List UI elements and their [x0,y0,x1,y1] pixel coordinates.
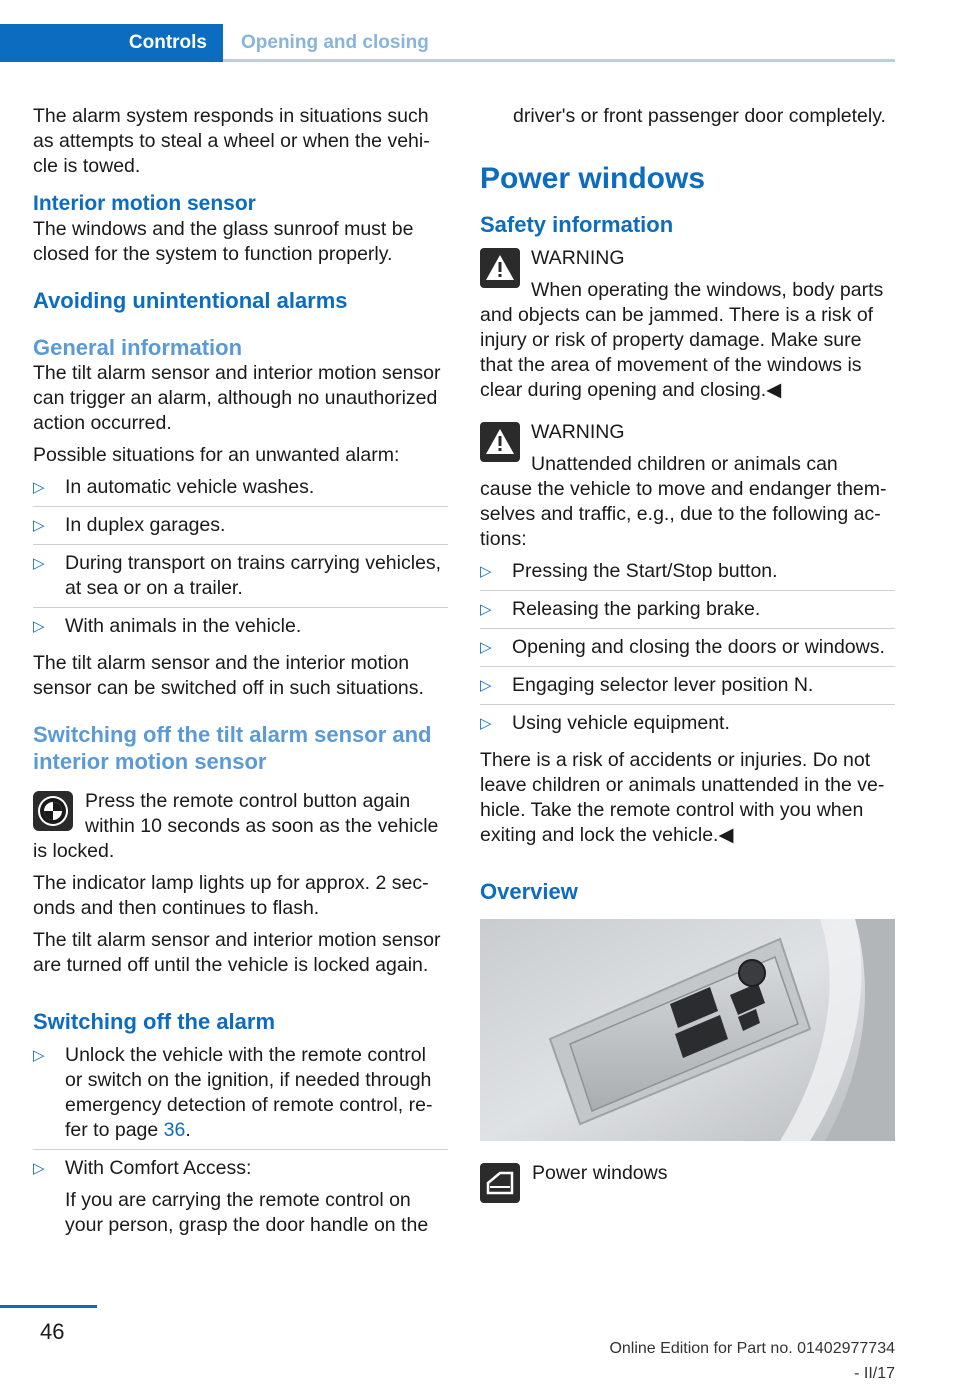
remote-press-block [33,789,448,864]
paragraph-turned-off: The tilt alarm sensor and interior motion sensor are turned off until the vehicle is locked again. [33,929,441,976]
heading-safety-information: Safety information [480,212,674,237]
bullet-triangle-icon: ▷ [33,618,45,635]
warning-block-1 [480,246,895,403]
warning-label: WARNING [531,247,625,269]
heading-interior-motion-sensor: Interior motion sensor [33,192,256,215]
paragraph-continued: driver's or front passenger door completely. [513,105,886,127]
warning-text: Unattended children or animals can cause the vehicle to move and endanger themselves and traffic, e.g., due to the following actions: [480,453,887,550]
section-tab-controls: Controls [0,24,223,62]
edition-note: Online Edition for Part no. 01402977734 - II/17 [609,1340,895,1382]
right-column [480,104,895,1203]
situations-list [33,475,448,645]
bullet-triangle-icon: ▷ [33,1047,45,1064]
list-item: ▷ In automatic vehicle washes. [33,475,448,507]
warning-label: WARNING [531,421,625,443]
paragraph-general: The tilt alarm sensor and interior motion sensor can trigger an alarm, although no unauthorized action occurred. [33,362,441,434]
list-item: ▷ With Comfort Access: If you are carrying the remote control on your person, grasp the door handle on the [33,1156,448,1244]
paragraph-interior: The windows and the glass sunroof must be closed for the system to function properly. [33,218,414,265]
heading-switching-off-alarm: Switching off the alarm [33,1009,276,1034]
bullet-triangle-icon: ▷ [480,639,492,656]
list-item: ▷ Engaging selector lever position N. [480,673,895,705]
caption-block [480,1161,895,1186]
left-column [33,104,448,1250]
paragraph-risk: There is a risk of accidents or injuries. Do not leave children or animals unattended in the vehicle. Take the remote control with you when exiting and lock the vehicle.◀ [480,749,885,846]
list-item: ▷ Pressing the Start/Stop button. [480,559,895,591]
list-item: ▷ Using vehicle equipment. [480,712,730,734]
warning-triangle-icon [480,248,520,288]
heading-overview: Overview [480,879,578,904]
header-rule [223,59,895,62]
bullet-triangle-icon: ▷ [33,517,45,534]
heading-power-windows: Power windows [480,162,706,195]
warning-text: When operating the windows, body parts and objects can be jammed. There is a risk of injury or risk of property damage. Make sure that the area of movement of the windows is clear during opening and closing.◀ [480,279,884,401]
list-item: ▷ During transport on trains carrying vehicles, at sea or on a trailer. [33,551,448,608]
paragraph-alarm-responds: The alarm system responds in situations such as attempts to steal a wheel or when the vehicle is towed. [33,105,430,177]
list-item: ▷ Releasing the parking brake. [480,597,895,629]
bullet-triangle-icon: ▷ [33,555,45,572]
bullet-triangle-icon: ▷ [480,601,492,618]
footer-rule [0,1305,97,1308]
paragraph-switchable: The tilt alarm sensor and the interior motion sensor can be switched off in such situations. [33,652,424,699]
power-window-switch-photo [480,919,895,1141]
heading-switching-off-tilt: Switching off the tilt alarm sensor and interior motion sensor [33,722,432,774]
alarm-steps-list [33,1043,448,1244]
list-item: ▷ Unlock the vehicle with the remote control or switch on the ignition, if needed through emergency detection of remote control, refer to page 36. [33,1043,448,1150]
bullet-triangle-icon: ▷ [480,715,492,732]
heading-avoiding-alarms: Avoiding unintentional alarms [33,288,348,313]
bullet-triangle-icon: ▷ [33,479,45,496]
list-item: ▷ In duplex garages. [33,513,448,545]
warning-triangle-icon [480,422,520,462]
bullet-triangle-icon: ▷ [480,677,492,694]
paragraph-possible-situations: Possible situations for an unwanted alarm: [33,444,400,466]
warning-block-2 [480,420,895,552]
bullet-triangle-icon: ▷ [33,1160,45,1177]
photo-caption: Power windows [532,1162,668,1184]
heading-general-information: General information [33,335,243,360]
section-tab-opening-closing: Opening and closing [241,32,429,53]
power-window-icon [480,1163,520,1203]
page-number: 46 [40,1319,65,1344]
page-link[interactable]: 36 [163,1119,186,1141]
paragraph-indicator: The indicator lamp lights up for approx. 2 seconds and then continues to flash. [33,872,429,919]
list-item: ▷ Opening and closing the doors or windows. [480,635,895,667]
bullet-triangle-icon: ▷ [480,563,492,580]
bmw-logo-icon [33,791,73,831]
paragraph-press-remote: Press the remote control button again within 10 seconds as soon as the vehicle is locked. [33,790,439,862]
paragraph-comfort-access: If you are carrying the remote control on your person, grasp the door handle on the [65,1189,429,1236]
actions-list [480,559,895,742]
list-item: ▷ With animals in the vehicle. [33,615,302,637]
